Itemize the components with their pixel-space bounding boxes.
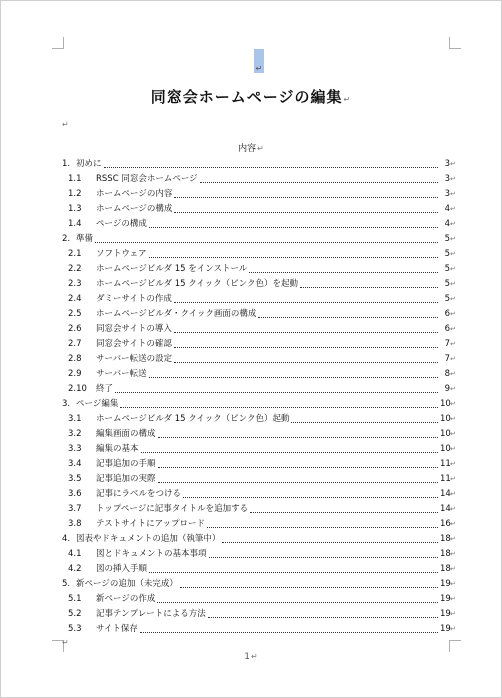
paragraph-mark: ↵	[450, 400, 456, 408]
toc-dot-leader	[158, 466, 438, 468]
toc-dot-leader	[174, 346, 438, 348]
toc-entry[interactable]	[58, 245, 458, 260]
toc-entry-number: 1.3	[68, 204, 82, 214]
toc-entry[interactable]	[58, 620, 458, 635]
toc-entry-title[interactable]: 編集の基本	[96, 444, 139, 454]
toc-entry-page: 10	[440, 444, 451, 454]
paragraph-mark: ↵	[450, 325, 456, 333]
toc-entry-page: 11	[440, 459, 451, 469]
toc-entry-page: 3	[444, 159, 450, 169]
toc-entry-title[interactable]: 初めに	[76, 159, 102, 169]
paragraph-mark: ↵	[450, 460, 456, 468]
paragraph-mark: ↵	[450, 520, 456, 528]
toc-dot-leader	[258, 316, 438, 318]
toc-dot-leader	[208, 616, 438, 618]
toc-entry-title[interactable]: RSSC 同窓会ホームページ	[96, 174, 198, 184]
toc-entry-number: 2.2	[68, 264, 82, 274]
toc-entry-title[interactable]: 図とドキュメントの基本事項	[96, 549, 207, 559]
toc-heading-text[interactable]: 内容	[238, 144, 257, 154]
toc-entry-page: 9	[444, 384, 450, 394]
paragraph-mark: ↵	[450, 415, 456, 423]
toc-entry-page: 4	[444, 204, 450, 214]
toc-entry[interactable]	[58, 155, 458, 170]
paragraph-mark: ↵	[450, 580, 456, 588]
toc-entry-number: 3.8	[68, 519, 82, 529]
paragraph-mark: ↵	[450, 550, 456, 558]
toc-entry[interactable]	[58, 200, 458, 215]
toc-entry-page: 10	[440, 414, 451, 424]
toc-entry-page: 6	[444, 309, 450, 319]
toc-entry-title[interactable]: ホームページの構成	[96, 204, 173, 214]
toc-entry-title[interactable]: ダミーサイトの作成	[96, 294, 172, 304]
toc-entry-title[interactable]: 新ページの作成	[96, 594, 156, 604]
toc-entry-number: 4.1	[68, 549, 82, 559]
toc-entry-page: 5	[444, 294, 450, 304]
toc-entry-page: 19	[440, 579, 451, 589]
empty-paragraph-mark: ↵	[62, 638, 69, 647]
toc-entry[interactable]	[58, 545, 458, 560]
toc-dot-leader	[250, 511, 438, 513]
toc-entry-title[interactable]: テストサイトにアップロード	[96, 519, 205, 529]
toc-entry-page: 19	[440, 594, 451, 604]
paragraph-mark: ↵	[450, 340, 456, 348]
toc-entry-page: 7	[444, 339, 450, 349]
toc-entry-page: 19	[440, 609, 451, 619]
toc-entry-title[interactable]: 編集画面の構成	[96, 429, 156, 439]
toc-entry-page: 19	[440, 624, 451, 634]
paragraph-mark: ↵	[450, 205, 456, 213]
toc-entry-title[interactable]: 記事追加の実際	[96, 474, 156, 484]
paragraph-mark: ↵	[450, 355, 456, 363]
toc-entry-number: 1.1	[68, 174, 82, 184]
toc-entry-page: 4	[444, 219, 450, 229]
toc-entry[interactable]	[58, 260, 458, 275]
toc-entry-title[interactable]: ホームページビルダ・クイック画面の構成	[96, 309, 257, 319]
toc-entry-number: 2.3	[68, 279, 82, 289]
toc-entry[interactable]	[58, 185, 458, 200]
toc-entry-title[interactable]: 記事にラベルをつける	[96, 489, 182, 499]
toc-entry-number: 5.2	[68, 609, 82, 619]
toc-dot-leader	[207, 526, 438, 528]
toc-entry[interactable]	[58, 440, 458, 455]
toc-entry-title[interactable]: 記事追加の手順	[96, 459, 156, 469]
toc-dot-leader	[140, 631, 438, 633]
toc-dot-leader	[291, 421, 438, 423]
toc-entry-title[interactable]: サーバー転送の設定	[96, 354, 173, 364]
toc-entry-number: 3.3	[68, 444, 82, 454]
toc-entry-title[interactable]: 図表やドキュメントの追加（執筆中）	[76, 534, 221, 544]
toc-entry-page: 14	[440, 504, 451, 514]
toc-entry-number: 2.9	[68, 369, 82, 379]
toc-entry[interactable]	[58, 485, 458, 500]
toc-entry[interactable]	[58, 275, 458, 290]
toc-entry-title[interactable]: 新ページの追加（未完成）	[76, 579, 178, 589]
toc-entry-number: 5.	[62, 579, 71, 589]
toc-dot-leader	[149, 376, 438, 378]
toc-entry-number: 5.1	[68, 594, 82, 604]
toc-entry[interactable]	[58, 590, 458, 605]
toc-entry-number: 2.8	[68, 354, 82, 364]
toc-entry[interactable]	[58, 515, 458, 530]
paragraph-mark: ↵	[450, 370, 456, 378]
paragraph-mark: ↵	[450, 310, 456, 318]
page-number: 1	[244, 652, 251, 662]
paragraph-mark: ↵	[450, 625, 456, 633]
toc-entry-number: 3.5	[68, 474, 82, 484]
toc-entry-number: 2.5	[68, 309, 82, 319]
paragraph-mark: ↵	[450, 265, 456, 273]
toc-entry-number: 1.	[62, 159, 71, 169]
toc-entry-number: 3.2	[68, 429, 82, 439]
toc-entry[interactable]	[58, 380, 458, 395]
paragraph-mark: ↵	[450, 250, 456, 258]
toc-entry-page: 10	[440, 429, 451, 439]
toc-entry-page: 3	[444, 174, 450, 184]
paragraph-mark: ↵	[450, 475, 456, 483]
page-number-footer	[0, 652, 502, 662]
toc-entry-number: 2.4	[68, 294, 82, 304]
empty-paragraph-mark: ↵	[62, 120, 69, 129]
toc-entry-number: 4.	[62, 534, 71, 544]
toc-entry-title[interactable]: サイト保存	[96, 624, 138, 634]
paragraph-mark: ↵	[450, 565, 456, 573]
toc-entry-page: 6	[444, 324, 450, 334]
toc-entry-title[interactable]: トップページに記事タイトルを追加する	[96, 504, 249, 514]
toc-entry-title[interactable]: ソフトウェア	[96, 249, 147, 259]
paragraph-mark: ↵	[343, 95, 352, 104]
paragraph-mark: ↵	[450, 280, 456, 288]
toc-dot-leader	[249, 271, 438, 273]
paragraph-mark: ↵	[450, 220, 456, 228]
margin-corner-top-right	[449, 37, 461, 49]
toc-dot-leader	[174, 361, 438, 363]
toc-entry-title[interactable]: 同窓会サイトの確認	[96, 339, 172, 349]
toc-entry-page: 5	[444, 264, 450, 274]
toc-dot-leader	[95, 241, 438, 243]
toc-entry[interactable]	[58, 290, 458, 305]
toc-entry-number: 3.4	[68, 459, 82, 469]
toc-entry[interactable]	[58, 410, 458, 425]
toc-dot-leader	[141, 451, 438, 453]
toc-entry-number: 2.	[62, 234, 71, 244]
toc-entry-title[interactable]: ページ編集	[76, 399, 119, 409]
paragraph-mark: ↵	[251, 652, 258, 661]
toc-entry[interactable]	[58, 335, 458, 350]
paragraph-mark: ↵	[450, 490, 456, 498]
toc-dot-leader	[174, 196, 438, 198]
toc-dot-leader	[174, 301, 438, 303]
toc-entry-title[interactable]: ホームページの内容	[96, 189, 173, 199]
toc-entry[interactable]	[58, 320, 458, 335]
toc-entry-page: 5	[444, 279, 450, 289]
toc-entry-title[interactable]: 図の挿入手順	[96, 564, 148, 574]
toc-entry[interactable]	[58, 470, 458, 485]
toc-entry-page: 8	[444, 369, 450, 379]
toc-dot-leader	[149, 571, 438, 573]
toc-dot-leader	[174, 211, 438, 213]
toc-entry[interactable]	[58, 425, 458, 440]
paragraph-mark: ↵	[450, 445, 456, 453]
toc-dot-leader	[120, 406, 438, 408]
paragraph-mark: ↵	[450, 295, 456, 303]
toc-entry-page: 7	[444, 354, 450, 364]
paragraph-mark: ↵	[450, 535, 456, 543]
toc-dot-leader	[209, 556, 438, 558]
toc-entry[interactable]	[58, 215, 458, 230]
toc-entry-number: 5.3	[68, 624, 82, 634]
toc-entry-title[interactable]: 記事テンプレートによる方法	[96, 609, 206, 619]
toc-entry[interactable]	[58, 500, 458, 515]
toc-dot-leader	[200, 181, 438, 183]
toc-entry-page: 3	[444, 189, 450, 199]
toc-entry-title[interactable]: ホームページビルダ 15 をインストール	[96, 264, 248, 274]
toc-entry-number: 4.2	[68, 564, 82, 574]
paragraph-mark: ↵	[450, 385, 456, 393]
toc-dot-leader	[149, 256, 438, 258]
toc-dot-leader	[183, 496, 438, 498]
toc-entry-number: 1.2	[68, 189, 82, 199]
toc-entry-number: 2.1	[68, 249, 82, 259]
toc-entry-number: 3.	[62, 399, 71, 409]
toc-entry-number: 2.7	[68, 339, 82, 349]
toc-entry-page: 18	[440, 549, 451, 559]
toc-entry-page: 16	[440, 519, 451, 529]
toc-entry[interactable]	[58, 350, 458, 365]
toc-entry[interactable]	[58, 365, 458, 380]
toc-entry-page: 18	[440, 564, 451, 574]
document-title-text[interactable]: 同窓会ホームページの編集	[150, 88, 343, 106]
toc-entry[interactable]	[58, 605, 458, 620]
paragraph-mark: ↵	[450, 430, 456, 438]
toc-entry[interactable]	[58, 455, 458, 470]
toc-entry[interactable]	[58, 575, 458, 590]
toc-entry-title[interactable]: サーバー転送	[96, 369, 147, 379]
toc-heading[interactable]	[0, 141, 502, 154]
margin-corner-bottom-right	[449, 640, 461, 652]
paragraph-mark: ↵	[450, 235, 456, 243]
toc-entry-title[interactable]: 終了	[96, 384, 114, 394]
paragraph-mark: ↵	[450, 190, 456, 198]
toc-entry-title[interactable]: ページの構成	[96, 219, 147, 229]
text-selection-cursor[interactable]: ↵	[254, 49, 264, 73]
toc-entry[interactable]	[58, 230, 458, 245]
toc-dot-leader	[222, 541, 438, 543]
toc-dot-leader	[174, 331, 438, 333]
toc-dot-leader	[180, 586, 438, 588]
paragraph-mark: ↵	[450, 505, 456, 513]
paragraph-mark: ↵	[450, 175, 456, 183]
toc-entry-title[interactable]: 準備	[76, 234, 94, 244]
toc-entry-page: 14	[440, 489, 451, 499]
toc-entry[interactable]	[58, 530, 458, 545]
toc-dot-leader	[104, 166, 438, 168]
toc-entry-number: 2.6	[68, 324, 82, 334]
toc-entry-number: 1.4	[68, 219, 82, 229]
toc-entry-page: 5	[444, 234, 450, 244]
table-of-contents	[58, 155, 458, 635]
toc-entry-title[interactable]: 同窓会サイトの導入	[96, 324, 172, 334]
toc-dot-leader	[158, 436, 438, 438]
toc-entry-number: 3.6	[68, 489, 82, 499]
toc-entry-page: 10	[440, 399, 451, 409]
margin-corner-top-left	[52, 37, 64, 49]
toc-dot-leader	[158, 481, 438, 483]
toc-entry[interactable]	[58, 170, 458, 185]
toc-entry-page: 18	[440, 534, 451, 544]
toc-entry-number: 2.10	[68, 384, 87, 394]
toc-entry[interactable]	[58, 560, 458, 575]
document-title[interactable]	[0, 86, 502, 107]
toc-dot-leader	[300, 286, 438, 288]
toc-dot-leader	[149, 226, 438, 228]
paragraph-mark: ↵	[257, 144, 264, 153]
toc-entry-title[interactable]: ホームページビルダ 15 クイック（ピンク色）起動	[96, 414, 290, 424]
paragraph-mark: ↵	[450, 595, 456, 603]
paragraph-mark: ↵	[450, 610, 456, 618]
toc-entry-page: 5	[444, 249, 450, 259]
toc-entry-title[interactable]: ホームページビルダ 15 クイック（ピンク色）を起動	[96, 279, 298, 289]
toc-entry[interactable]	[58, 305, 458, 320]
toc-dot-leader	[157, 601, 438, 603]
toc-entry-number: 3.1	[68, 414, 82, 424]
toc-entry-number: 3.7	[68, 504, 82, 514]
toc-entry-page: 11	[440, 474, 451, 484]
paragraph-mark: ↵	[450, 160, 456, 168]
toc-dot-leader	[115, 391, 438, 393]
toc-entry[interactable]	[58, 395, 458, 410]
